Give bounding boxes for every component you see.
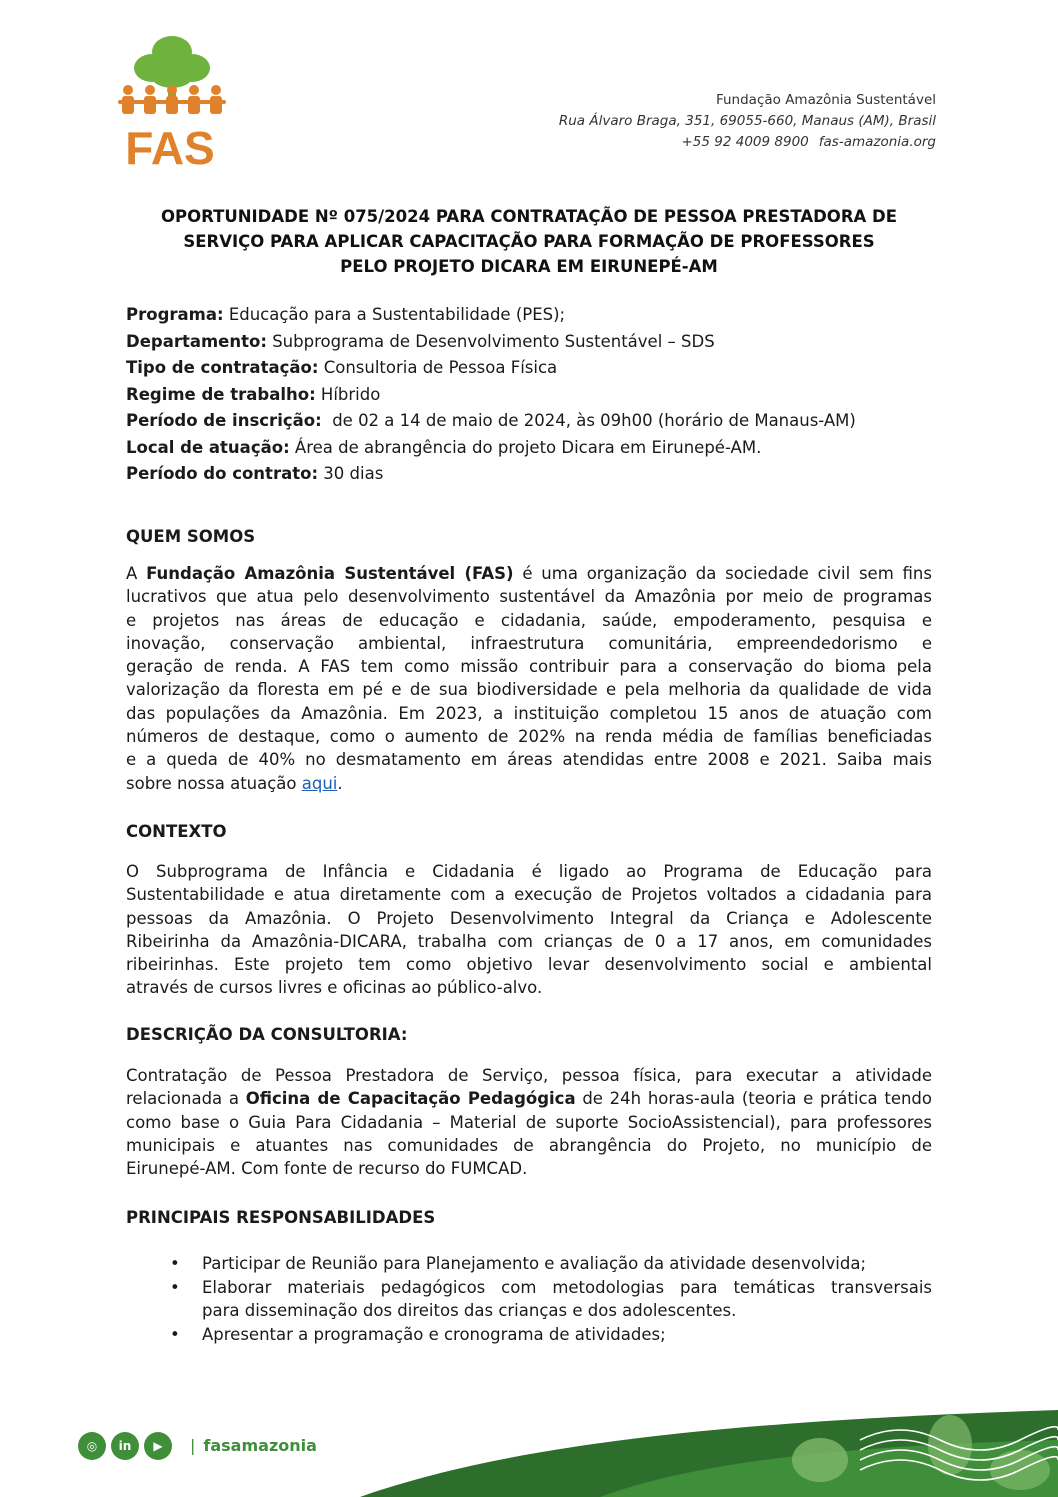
org-address: Rua Álvaro Braga, 351, 69055-660, Manaus (AM), Brasil: [558, 113, 936, 129]
fas-logo: [110, 30, 230, 170]
bullet-icon: •: [170, 1324, 180, 1344]
aqui-link[interactable]: aqui: [301, 773, 338, 793]
list-item: • Elaborar materiais pedagógicos com metodologias para temáticas transversais para disseminação dos direitos das crianças e dos adolescentes.: [170, 1277, 932, 1320]
logo-text: FAS: [125, 122, 215, 170]
quem-somos-text: A Fundação Amazônia Sustentável (FAS) é uma organização da sociedade civil sem fins lucrativos que atua pelo desenvolvimento sustentável da Amazônia por meio de programas e projetos nas áreas de educação e cidadania, saúde, empoderamento, pesquisa e inovação, conservação ambiental, infraestrutura comunitária, empreendedorismo e geração de renda. A FAS tem como missão contribuir para a conservação do bioma pela valorização da floresta em pé e de sua biodiversidade e pela melhoria da qualidade de vida das populações da Amazônia. Em 2023, a instituição completou 15 anos de atuação com números de destaque, como o aumento de 202% na renda média de famílias beneficiadas e a queda de 40% no desmatamento em áreas atendidas entre 2008 e 2021. Saiba mais sobre nossa atuação aqui.: [126, 564, 932, 793]
instagram-icon[interactable]: ◎: [78, 1432, 106, 1460]
contexto-text: O Subprograma de Infância e Cidadania é ligado ao Programa de Educação para Sustentabilidade e atua diretamente com a execução de Projetos voltados a cidadania para pessoas da Amazônia. O Projeto Desenvolvimento Integral da Criança e Adolescente Ribeirinha da Amazônia-DICARA, trabalha com crianças de 0 a 17 anos, em comunidades ribeirinhas. Este projeto tem como objetivo levar desenvolvimento social e ambiental através de cursos livres e oficinas ao público-alvo.: [126, 862, 932, 998]
section-heading-quem-somos: QUEM SOMOS: [126, 527, 256, 546]
title-line: SERVIÇO PARA APLICAR CAPACITAÇÃO PARA FORMAÇÃO DE PROFESSORES: [183, 232, 875, 251]
tree-people-logo-icon: [118, 36, 226, 114]
descricao-text: Contratação de Pessoa Prestadora de Serviço, pessoa física, para executar a atividade relacionada a Oficina de Capacitação Pedagógica de 24h horas-aula (teoria e prática tendo como base o Guia Para Cidadania – Material de suporte SocioAssistencial), para professores municipais e atuantes nas comunidades de abrangência do Projeto, no município de Eirunepé-AM. Com fonte de recurso do FUMCAD.: [126, 1066, 932, 1179]
linkedin-icon[interactable]: in: [111, 1432, 139, 1460]
detail-tipo-contratacao: Tipo de contratação: Consultoria de Pessoa Física: [126, 358, 558, 377]
section-heading-contexto: CONTEXTO: [126, 822, 227, 841]
list-item: • Apresentar a programação e cronograma de atividades;: [126, 1323, 932, 1347]
section-heading-descricao: DESCRIÇÃO DA CONSULTORIA:: [126, 1025, 408, 1044]
detail-local: Local de atuação: Área de abrangência do projeto Dicara em Eirunepé-AM.: [126, 437, 762, 457]
bullet-icon: •: [170, 1254, 180, 1273]
bullet-icon: •: [170, 1277, 180, 1297]
document-title: [126, 204, 932, 279]
social-handle: | fasamazonia: [190, 1436, 317, 1455]
org-phone: +55 92 4009 8900: [681, 134, 809, 150]
youtube-icon[interactable]: ▶: [144, 1432, 172, 1460]
detail-programa: Programa: Educação para a Sustentabilidade (PES);: [126, 305, 566, 324]
social-links: [78, 1432, 172, 1460]
detail-regime: Regime de trabalho: Híbrido: [126, 384, 381, 404]
section-heading-responsabilidades: PRINCIPAIS RESPONSABILIDADES: [126, 1208, 436, 1227]
responsibilities-list: [126, 1252, 932, 1346]
org-name: Fundação Amazônia Sustentável: [715, 92, 936, 108]
detail-departamento: Departamento: Subprograma de Desenvolvimento Sustentável – SDS: [126, 331, 715, 351]
title-line: PELO PROJETO DICARA EM EIRUNEPÉ-AM: [340, 257, 718, 276]
list-item: • Participar de Reunião para Planejamento e avaliação da atividade desenvolvida;: [126, 1252, 932, 1276]
organization-header: [559, 90, 936, 153]
detail-periodo-contrato: Período do contrato: 30 dias: [126, 464, 384, 483]
detail-periodo-inscricao: Período de inscrição: de 02 a 14 de maio de 2024, às 09h00 (horário de Manaus-AM): [126, 411, 856, 430]
job-details: [126, 302, 932, 488]
org-site[interactable]: fas-amazonia.org: [818, 134, 936, 150]
title-line: OPORTUNIDADE Nº 075/2024 PARA CONTRATAÇÃO DE PESSOA PRESTADORA DE: [160, 207, 898, 226]
